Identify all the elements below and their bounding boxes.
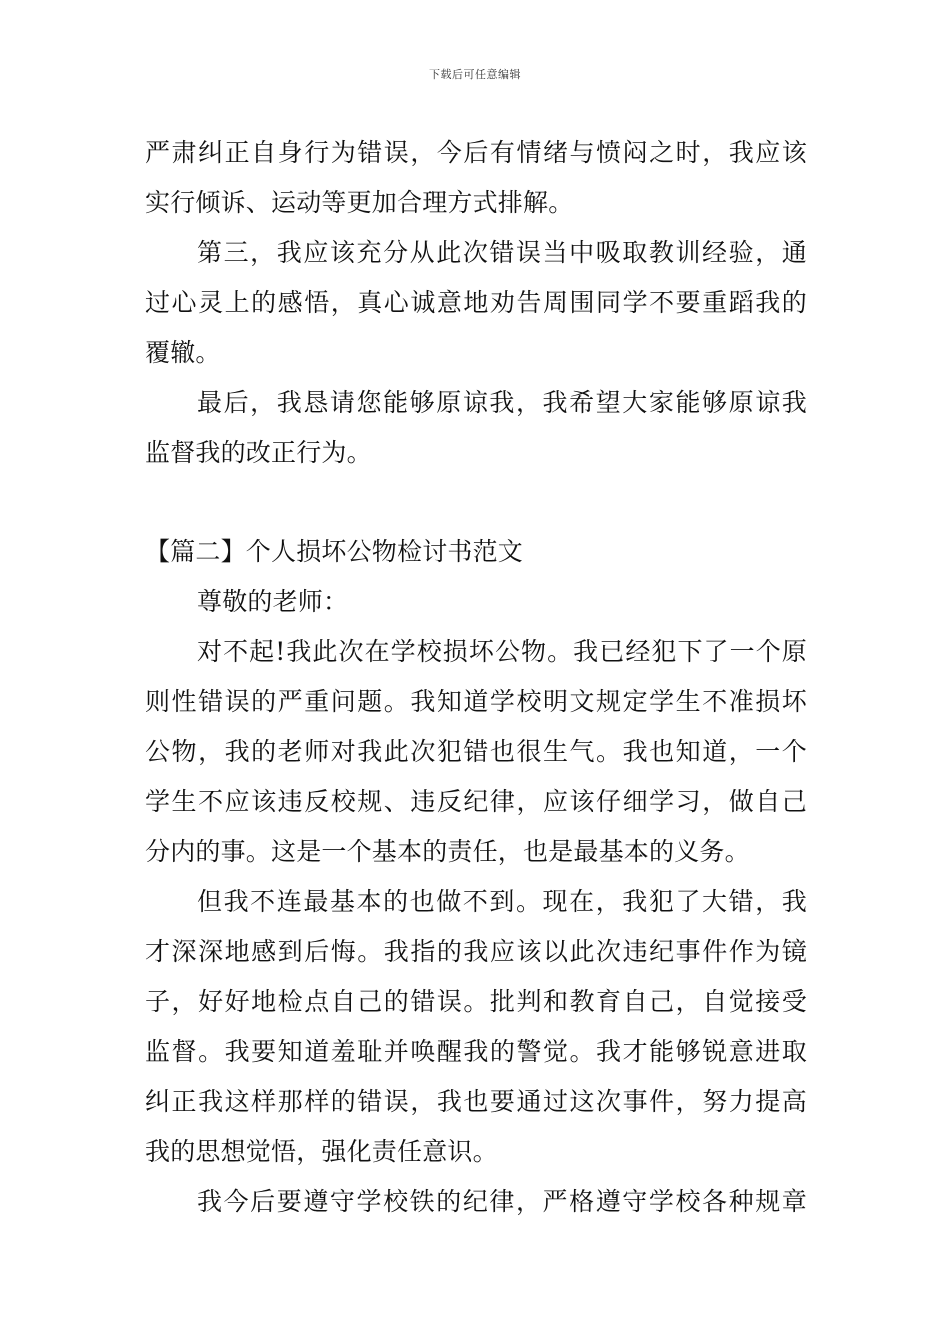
paragraph-line: 严肃纠正自身行为错误，今后有情绪与愤闷之时，我应该 bbox=[145, 138, 807, 167]
paragraph-line: 对不起!我此次在学校损坏公物。我已经犯下了一个原 bbox=[197, 637, 807, 666]
paragraph-3 bbox=[145, 378, 807, 478]
paragraph-line: 子，好好地检点自己的错误。批判和教育自己，自觉接受 bbox=[145, 987, 807, 1016]
salutation: 尊敬的老师： bbox=[197, 587, 349, 616]
paragraph-line: 则性错误的严重问题。我知道学校明文规定学生不准损坏 bbox=[145, 687, 807, 716]
paragraph-line: 纠正我这样那样的错误，我也要通过这次事件，努力提高 bbox=[145, 1087, 807, 1116]
paragraph-line: 公物，我的老师对我此次犯错也很生气。我也知道，一个 bbox=[145, 737, 807, 766]
paragraph-5 bbox=[145, 877, 807, 1177]
header-note: 下载后可任意编辑 bbox=[429, 68, 521, 81]
paragraph-1 bbox=[145, 128, 807, 228]
paragraph-line: 我的思想觉悟，强化责任意识。 bbox=[145, 1137, 498, 1166]
paragraph-line: 第三，我应该充分从此次错误当中吸取教训经验，通 bbox=[197, 238, 807, 267]
paragraph-line: 但我不连最基本的也做不到。现在，我犯了大错，我 bbox=[197, 887, 807, 916]
paragraph-4 bbox=[145, 627, 807, 877]
paragraph-line: 分内的事。这是一个基本的责任，也是最基本的义务。 bbox=[145, 837, 750, 866]
document-body bbox=[145, 128, 807, 1227]
section-spacer bbox=[145, 478, 807, 527]
paragraph-line: 监督我的改正行为。 bbox=[145, 438, 372, 467]
paragraph-line: 监督。我要知道羞耻并唤醒我的警觉。我才能够锐意进取 bbox=[145, 1037, 807, 1066]
paragraph-2 bbox=[145, 228, 807, 378]
paragraph-line: 学生不应该违反校规、违反纪律，应该仔细学习，做自己 bbox=[145, 787, 807, 816]
paragraph-line: 覆辙。 bbox=[145, 338, 221, 367]
paragraph-line: 才深深地感到后悔。我指的我应该以此次违纪事件作为镜 bbox=[145, 937, 807, 966]
paragraph-line: 过心灵上的感悟，真心诚意地劝告周围同学不要重蹈我的 bbox=[145, 288, 807, 317]
paragraph-line: 实行倾诉、运动等更加合理方式排解。 bbox=[145, 188, 574, 217]
paragraph-line: 我今后要遵守学校铁的纪律，严格遵守学校各种规章 bbox=[197, 1187, 807, 1216]
paragraph-line: 最后，我恳请您能够原谅我，我希望大家能够原谅我 bbox=[197, 388, 807, 417]
section-title: 【篇二】个人损坏公物检讨书范文 bbox=[145, 537, 524, 566]
paragraph-6 bbox=[145, 1177, 807, 1227]
